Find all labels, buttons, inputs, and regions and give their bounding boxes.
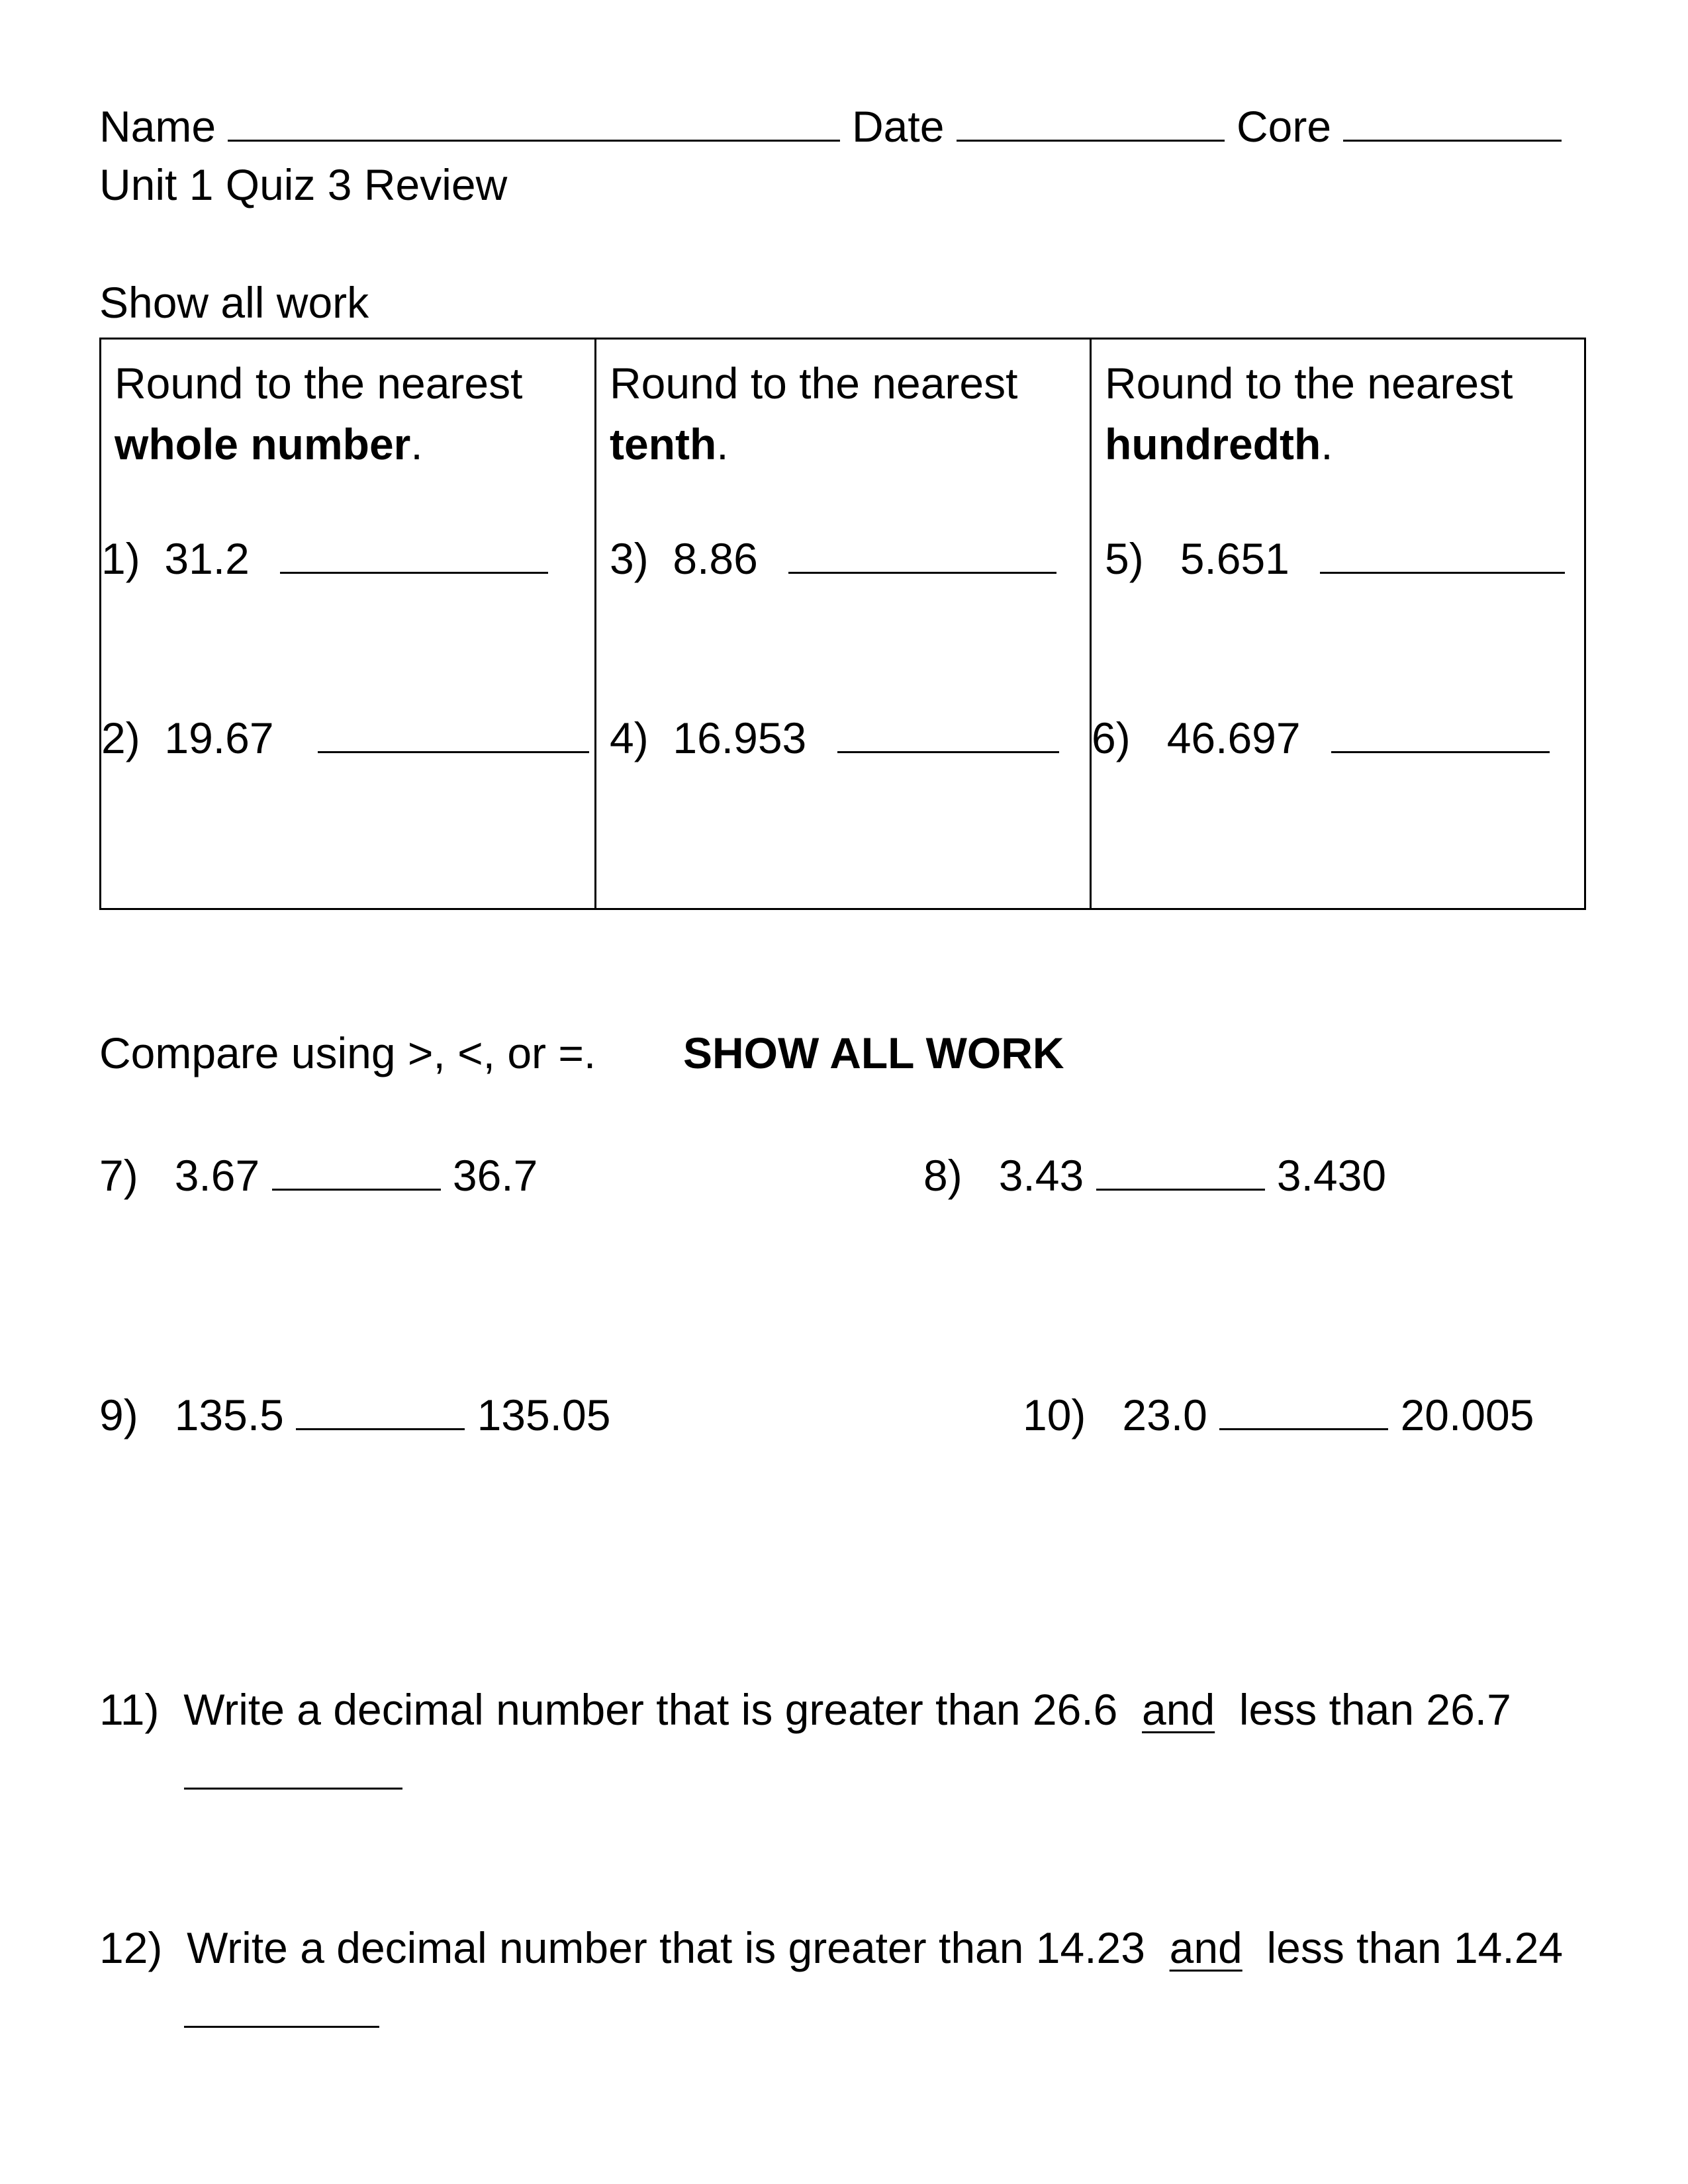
answer-11-line[interactable] xyxy=(184,1751,402,1796)
problem-10 xyxy=(1023,1390,1534,1440)
problem-number: 12) xyxy=(99,1923,163,1972)
problem-1 xyxy=(101,528,548,589)
problem-text: Write a decimal number that is greater than 26.6 xyxy=(183,1685,1118,1734)
problem-text-rest: less than 26.7 xyxy=(1239,1685,1511,1734)
problem-value: 16.953 xyxy=(673,713,807,762)
header-lead: Round to the nearest xyxy=(610,359,1018,408)
problem-12 xyxy=(99,1923,1564,1972)
problem-value: 5.651 xyxy=(1180,534,1289,583)
compare-blank[interactable] xyxy=(296,1391,465,1430)
rounding-header-tenth xyxy=(610,353,1017,475)
name-blank[interactable] xyxy=(228,103,840,142)
name-label: Name xyxy=(99,102,216,152)
header-target: hundredth. xyxy=(1105,420,1333,469)
show-all-work-emphasis: SHOW ALL WORK xyxy=(683,1028,1064,1077)
column-divider xyxy=(594,340,596,908)
problem-number: 5) xyxy=(1105,534,1144,583)
header-target: tenth. xyxy=(610,420,729,469)
problem-6 xyxy=(1092,707,1550,768)
core-label: Core xyxy=(1237,102,1332,152)
answer-blank[interactable] xyxy=(1331,714,1550,753)
answer-blank[interactable] xyxy=(1320,535,1565,574)
problem-5 xyxy=(1105,528,1565,589)
and-underlined: and xyxy=(1142,1685,1215,1734)
problem-2 xyxy=(101,707,589,768)
problem-value: 31.2 xyxy=(164,534,250,583)
problem-number: 2) xyxy=(101,713,140,762)
compare-blank[interactable] xyxy=(272,1152,441,1191)
problem-number: 8) xyxy=(923,1151,962,1201)
show-work-instruction: Show all work xyxy=(99,278,369,327)
header-lead: Round to the nearest xyxy=(1105,359,1513,408)
answer-blank[interactable] xyxy=(318,714,589,753)
answer-blank[interactable] xyxy=(788,535,1056,574)
problem-9 xyxy=(99,1390,611,1440)
answer-blank[interactable] xyxy=(280,535,548,574)
right-value: 3.430 xyxy=(1276,1151,1387,1201)
problem-number: 6) xyxy=(1092,713,1131,762)
left-value: 3.43 xyxy=(998,1151,1084,1201)
problem-number: 1) xyxy=(101,534,140,583)
rounding-table xyxy=(99,338,1586,910)
problem-number: 4) xyxy=(610,713,649,762)
header-target: whole number. xyxy=(115,420,423,469)
left-value: 23.0 xyxy=(1122,1390,1207,1440)
rounding-header-whole xyxy=(115,353,522,475)
rounding-header-hundredth xyxy=(1105,353,1513,475)
date-line xyxy=(852,102,1225,152)
problem-3 xyxy=(610,528,1056,589)
problem-text: Write a decimal number that is greater than 14.23 xyxy=(187,1923,1145,1972)
core-line xyxy=(1237,102,1562,152)
page-title: Unit 1 Quiz 3 Review xyxy=(99,160,508,209)
problem-value: 8.86 xyxy=(673,534,758,583)
problem-value: 19.67 xyxy=(164,713,274,762)
problem-7 xyxy=(99,1151,538,1201)
problem-number: 9) xyxy=(99,1390,138,1440)
problem-value: 46.697 xyxy=(1166,713,1301,762)
answer-blank[interactable] xyxy=(184,1989,379,2028)
right-value: 36.7 xyxy=(452,1151,538,1201)
compare-blank[interactable] xyxy=(1096,1152,1265,1191)
problem-8 xyxy=(923,1151,1387,1201)
right-value: 20.005 xyxy=(1400,1390,1534,1440)
problem-number: 10) xyxy=(1023,1390,1086,1440)
answer-12-line[interactable] xyxy=(184,1989,379,2034)
date-blank[interactable] xyxy=(957,103,1225,142)
problem-number: 3) xyxy=(610,534,649,583)
compare-instruction: Compare using >, <, or =. xyxy=(99,1028,596,1077)
column-divider xyxy=(1090,340,1092,908)
name-line xyxy=(99,102,840,152)
problem-number: 7) xyxy=(99,1151,138,1201)
left-value: 135.5 xyxy=(174,1390,284,1440)
answer-blank[interactable] xyxy=(837,714,1059,753)
left-value: 3.67 xyxy=(174,1151,260,1201)
problem-number: 11) xyxy=(99,1685,160,1734)
right-value: 135.05 xyxy=(477,1390,611,1440)
problem-11 xyxy=(99,1685,1511,1734)
compare-blank[interactable] xyxy=(1219,1391,1388,1430)
header-lead: Round to the nearest xyxy=(115,359,523,408)
problem-text-rest: less than 14.24 xyxy=(1266,1923,1564,1972)
problem-4 xyxy=(610,707,1059,768)
answer-blank[interactable] xyxy=(184,1751,402,1790)
and-underlined: and xyxy=(1169,1923,1243,1972)
date-label: Date xyxy=(852,102,945,152)
core-blank[interactable] xyxy=(1343,103,1562,142)
